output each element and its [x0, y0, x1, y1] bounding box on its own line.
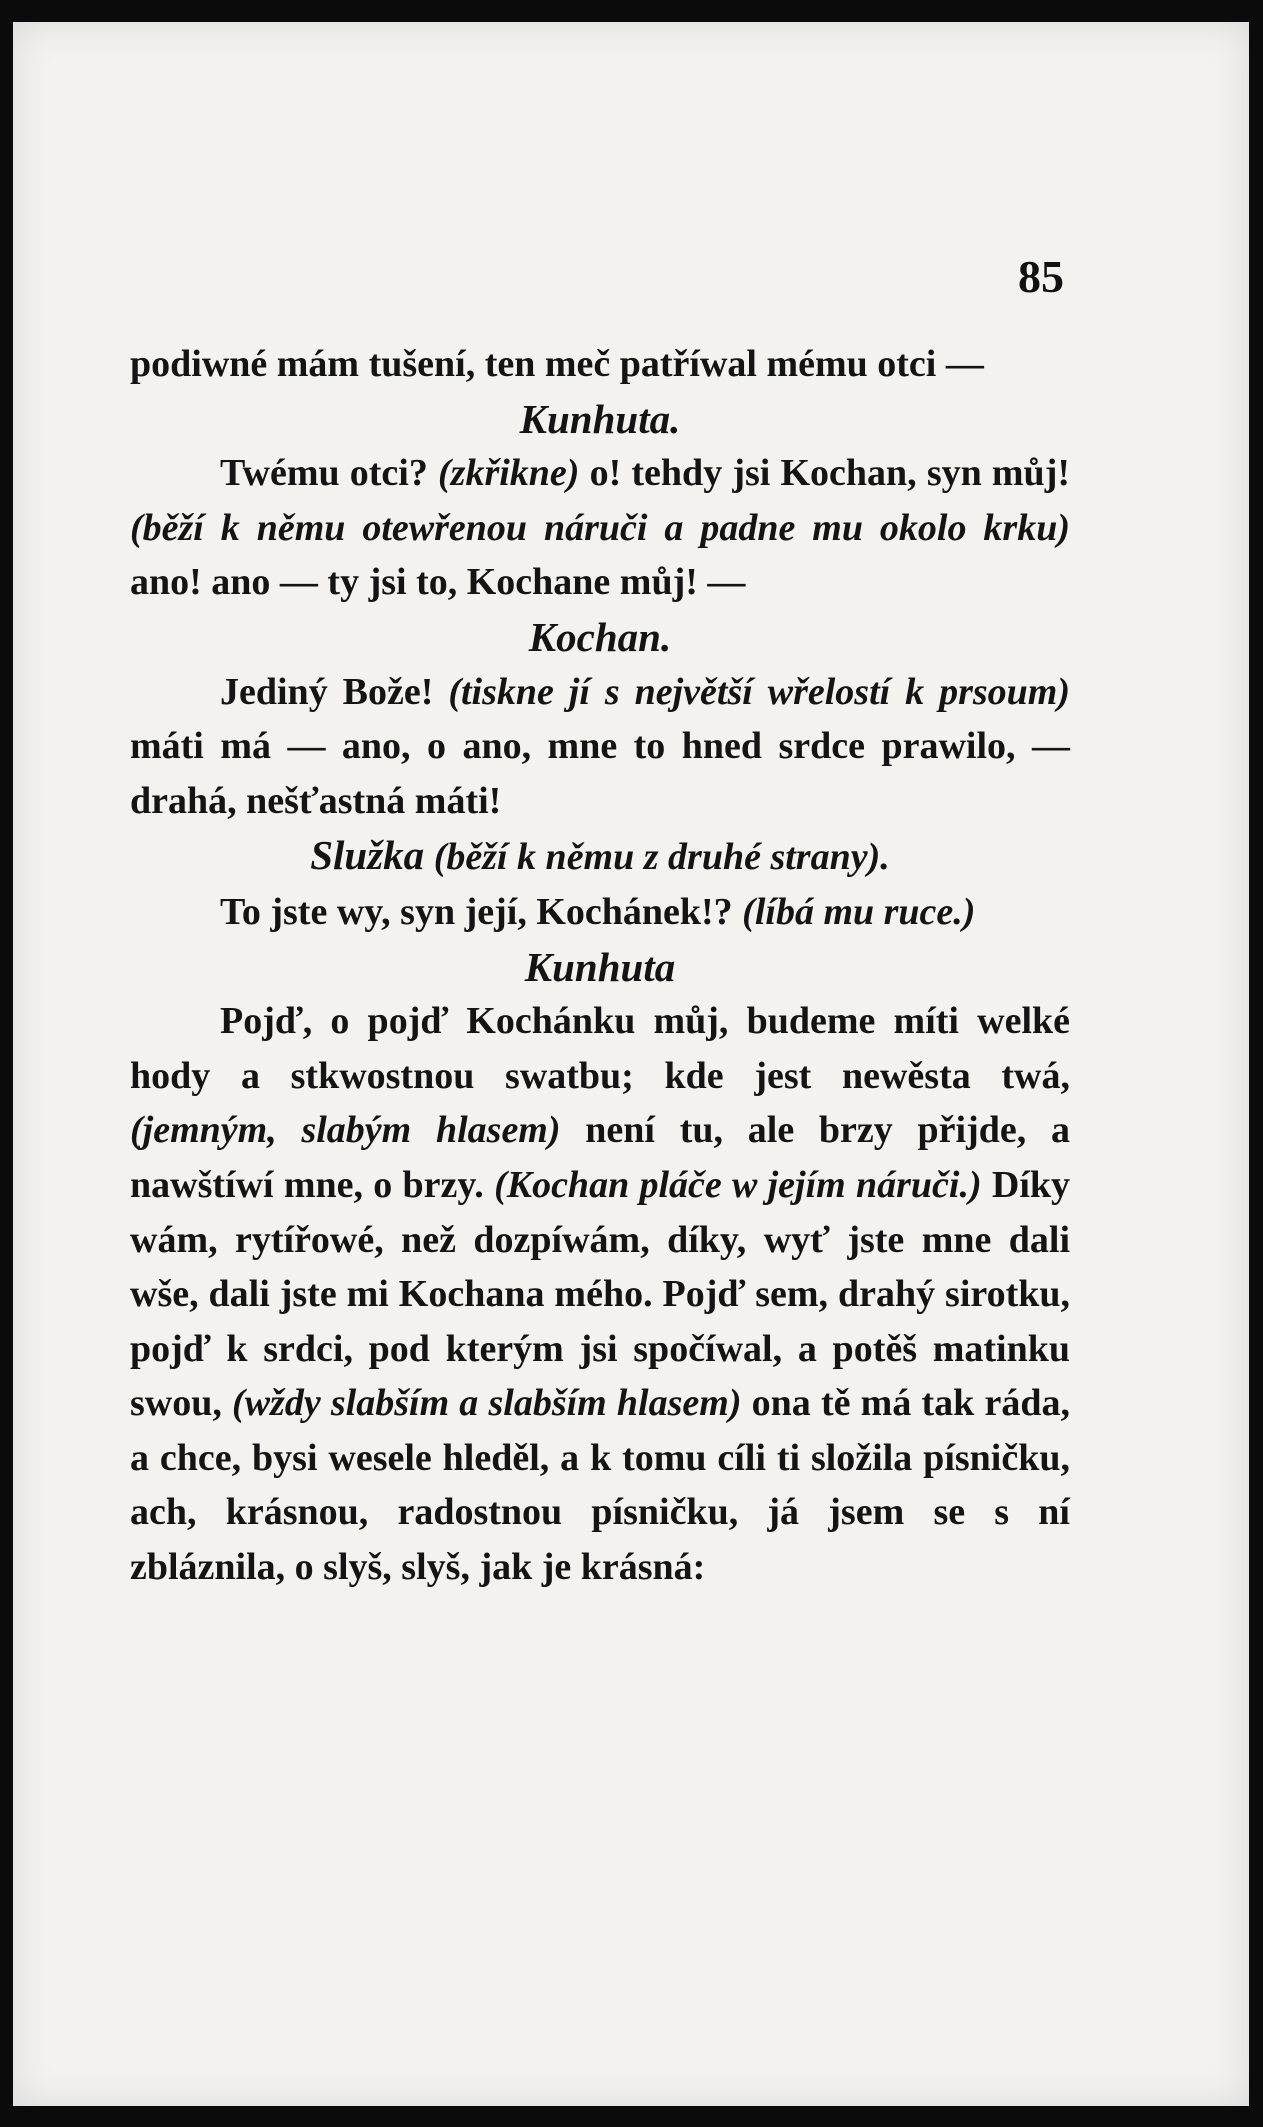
- text-run: o! tehdy jsi Kochan, syn můj!: [579, 452, 1070, 495]
- speech-kunhuta: [130, 446, 1070, 610]
- stage-direction: (líbá mu ruce.): [742, 890, 976, 933]
- paragraph-continuation: [130, 337, 1070, 392]
- speaker-kunhuta-2: Kunhuta: [524, 943, 676, 990]
- text-run: není tu, ale brzy přijde, a nawštíwí mne, o brzy.: [130, 1109, 1071, 1206]
- speech-kochan: [130, 665, 1070, 829]
- speaker-name: Služka: [310, 832, 425, 879]
- text-run: Twému otci?: [220, 452, 438, 495]
- text-run: máti má — ano, o ano, mne to hned srdce prawilo, — drahá, nešťastná máti!: [130, 725, 1070, 822]
- speaker-kunhuta: Kunhuta.: [519, 395, 681, 442]
- text-run: ano! ano — ty jsi to, Kochane můj! —: [130, 561, 746, 604]
- text-line: podiwné mám tušení, ten meč patříwal mému otci —: [130, 343, 984, 385]
- stage-direction: (jemným, slabým hlasem): [130, 1109, 561, 1152]
- speech-kunhuta-2: [130, 994, 1070, 1595]
- speech-sluzka: [130, 885, 1070, 940]
- speaker-sluzka: [130, 828, 1070, 885]
- stage-direction: (Kochan pláče w jejím náruči.): [494, 1163, 982, 1206]
- page-number: 85: [1018, 251, 1064, 302]
- text-run: To jste wy, syn její, Kochánek!?: [220, 890, 743, 933]
- text-run: Pojď, o pojď Kochánku můj, budeme míti welké hody a stkwostnou swatbu; kde jest newěsta twá,: [130, 1000, 1070, 1097]
- stage-direction: (tiskne jí s největší wřelostí k prsoum): [448, 670, 1070, 713]
- text-run: Jediný Bože!: [220, 670, 449, 713]
- text-run: ona tě má tak ráda, a chce, bysi wesele hleděl, a k tomu cíli ti složila písničku, ach, krásnou, radostnou písničku, já jsem se s ní zbláznila, o slyš, slyš, jak je krásná:: [130, 1382, 1070, 1589]
- page-text: [130, 337, 1070, 1595]
- stage-direction: (wždy slabším a slabším hlasem): [232, 1382, 742, 1425]
- stage-direction: (zkřikne): [438, 452, 580, 495]
- text-run: Díky wám, rytířowé, než dozpíwám, díky, wyť jste mne dali wše, dali jste mi Kochana mého. Pojď sem, drahý sirotku, pojď k srdci, pod kterým jsi spočíwal, a potěš matinku swou,: [130, 1163, 1071, 1425]
- stage-direction: (běží k němu z druhé strany).: [433, 836, 890, 879]
- book-page: [13, 22, 1249, 2106]
- stage-direction: (běží k němu otewřenou náruči a padne mu okolo krku): [130, 506, 1070, 549]
- speaker-kochan: Kochan.: [528, 613, 672, 660]
